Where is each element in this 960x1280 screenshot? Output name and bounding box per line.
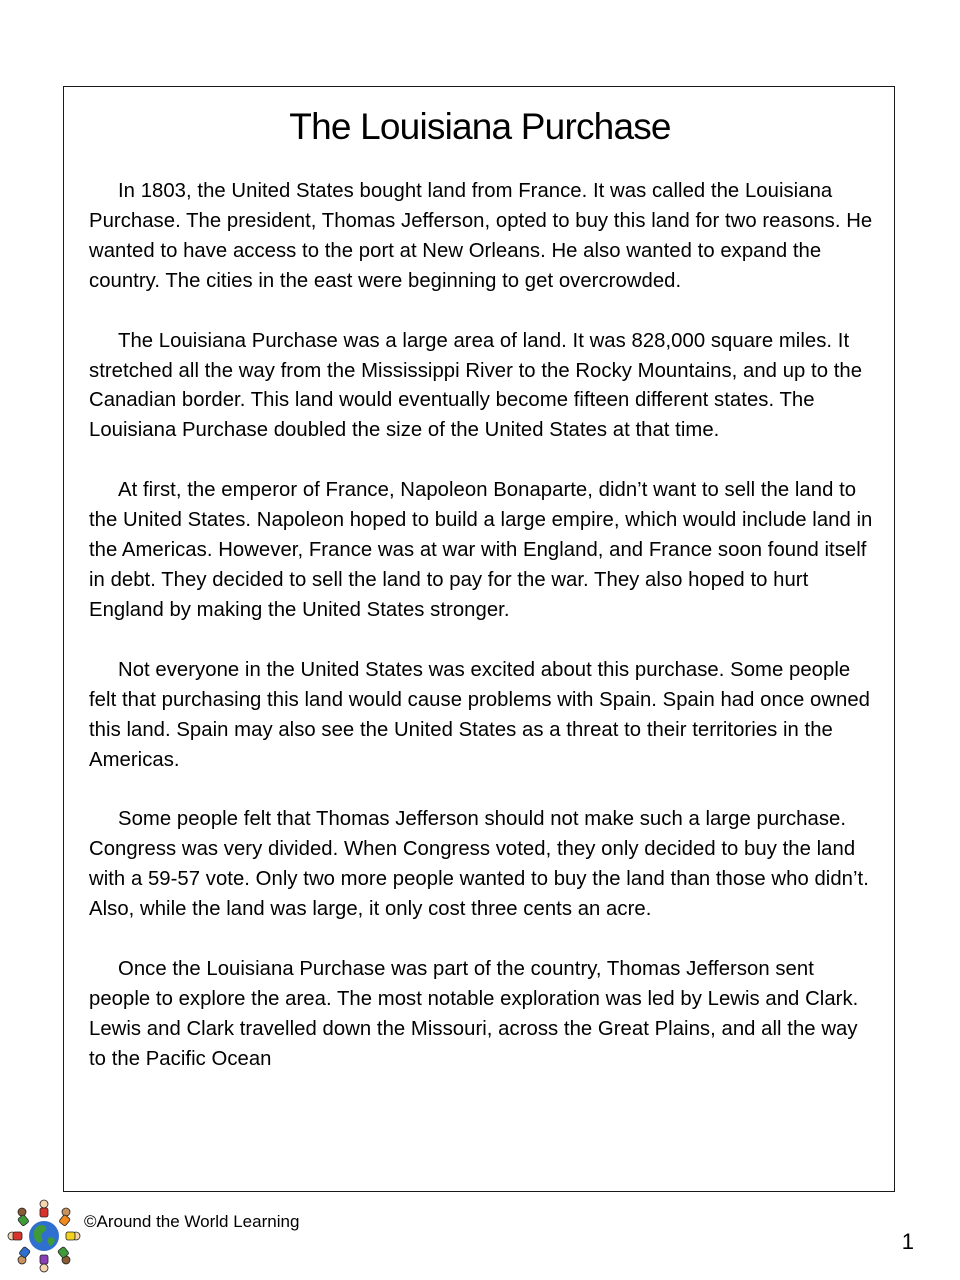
child-body — [40, 1255, 48, 1264]
copyright-notice: ©Around the World Learning — [84, 1212, 300, 1231]
paragraph-5: Some people felt that Thomas Jefferson should not make such a large purchase. Congress was very divided. When Congress voted, they only decided to buy the land with a 59-57 vote. Only two more people wanted to buy the land than those who didn’t. Also, while the land was large, it only cost three cents an acre. — [89, 808, 869, 921]
paragraph-1: In 1803, the United States bought land from France. It was called the Louisiana Purchase. The president, Thomas Jefferson, opted to buy this land for two reasons. He wanted to have access to the port at New Orleans. He also wanted to expand the country. The cities in the east were beginning to get overcrowded. — [89, 180, 873, 292]
page-number: 1 — [901, 1229, 914, 1254]
child-body — [13, 1232, 22, 1240]
child-body — [59, 1214, 71, 1226]
paragraph-2: The Louisiana Purchase was a large area of land. It was 828,000 square miles. It stretched all the way from the Mississippi River to the Rocky Mountains, and up to the Canadian border. This land would eventually become fifteen different states. The Louisiana Purchase doubled the size of the United States at that time. — [89, 329, 863, 442]
globe-ocean — [29, 1221, 59, 1251]
paragraph-6: Once the Louisiana Purchase was part of the country, Thomas Jefferson sent people to explore the area. The most notable exploration was led by Lewis and Clark. Lewis and Clark travelled down the Missouri, across the Great Plains, and all the way to the Pacific Ocean — [89, 958, 859, 1070]
child-body — [40, 1208, 48, 1217]
paragraph-4: Not everyone in the United States was excited about this purchase. Some people felt that purchasing this land would cause problems with Spain. Spain had once owned this land. Spain may also see the United States as a threat to their territories in the Americas. — [89, 658, 871, 771]
child-head — [18, 1208, 26, 1216]
page-title: The Louisiana Purchase — [289, 106, 671, 147]
children-around-globe-icon — [4, 1196, 84, 1276]
child-body — [17, 1214, 29, 1226]
child-head — [40, 1200, 48, 1208]
passage-body — [89, 177, 879, 1105]
child-body — [66, 1232, 75, 1240]
paragraph-3: At first, the emperor of France, Napoleon Bonaparte, didn’t want to sell the land to the United States. Napoleon hoped to build a large empire, which would include land in the Americas. However, France was at war with England, and France soon found itself in debt. They decided to sell the land to pay for the war. They also hoped to hurt England by making the United States stronger. — [89, 479, 873, 621]
child-head — [40, 1264, 48, 1272]
child-head — [62, 1208, 70, 1216]
